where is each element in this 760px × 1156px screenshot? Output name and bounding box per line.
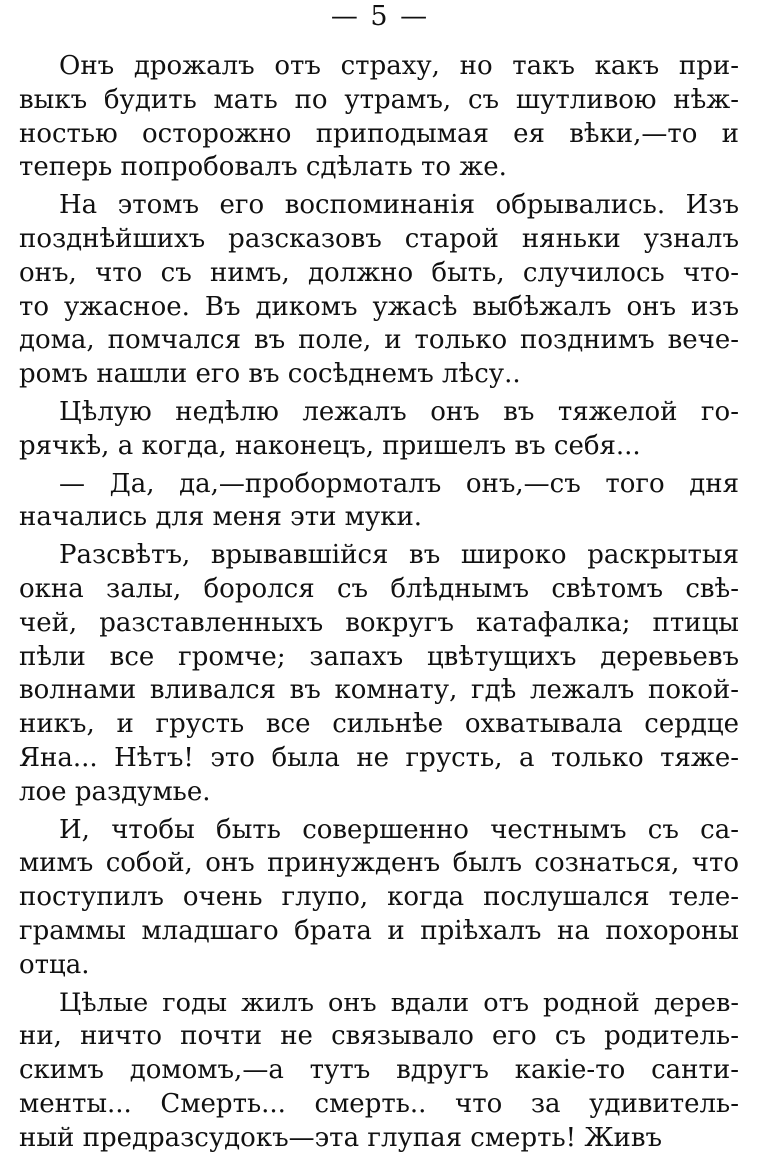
text-line: начались для меня эти муки. [19, 502, 423, 533]
text-line: то ужасное. Въ дикомъ ужасѣ выбѣжалъ онъ изъ [19, 291, 739, 322]
text-line: граммы младшаго брата и пріѣхалъ на похороны [19, 915, 739, 946]
text-line: отца. [19, 949, 90, 980]
text-line: Цѣлые годы жилъ онъ вдали отъ родной дерев- [59, 987, 739, 1018]
text-line: Разсвѣтъ, врывавшійся въ широко раскрытыя [59, 540, 739, 571]
text-line: Цѣлую недѣлю лежалъ онъ въ тяжелой го- [59, 396, 739, 427]
text-line: окна залы, боролся съ блѣднымъ свѣтомъ свѣ- [19, 573, 739, 604]
text-line: ностью осторожно приподымая ея вѣки,—то и [19, 118, 739, 149]
text-line: И, чтобы быть совершенно честнымъ съ са- [59, 814, 739, 845]
text-line: чей, разставленныхъ вокругъ катафалка; птицы [19, 607, 739, 638]
paragraph [19, 468, 739, 536]
text-line: дома, помчался въ поле, и только позднимъ вече- [19, 325, 739, 356]
text-line: Яна... Нѣтъ! это была не грусть, а только тяже- [19, 742, 739, 773]
text-line: онъ, что съ нимъ, должно быть, случилось что- [19, 257, 739, 288]
text-line: ромъ нашли его въ сосѣднемъ лѣсу.. [19, 359, 521, 390]
paragraph [19, 987, 739, 1156]
paragraph [19, 814, 739, 983]
text-line: поступилъ очень глупо, когда послушался теле- [19, 882, 739, 913]
text-line: ный предразсудокъ—эта глупая смерть! Живъ [19, 1122, 663, 1153]
text-line: скимъ домомъ,—а тутъ вдругъ какіе-то санти- [19, 1055, 739, 1086]
text-line: На этомъ его воспоминанія обрывались. Изъ [59, 190, 739, 221]
paragraph [19, 189, 739, 392]
paragraph [19, 396, 739, 464]
text-line: волнами вливался въ комнату, гдѣ лежалъ покой- [19, 675, 739, 706]
text-line: — Да, да,—пробормоталъ онъ,—съ того дня [59, 468, 739, 499]
paragraph [19, 539, 739, 809]
paragraph [19, 50, 739, 185]
text-line: рячкѣ, а когда, наконецъ, пришелъ въ себя... [19, 430, 641, 461]
text-line: ни, ничто почти не связывало его съ родитель- [19, 1021, 739, 1052]
text-line: пѣли все громче; запахъ цвѣтущихъ деревьевъ [19, 641, 739, 672]
text-line: позднѣйшихъ разсказовъ старой няньки узналъ [19, 223, 739, 254]
text-line: лое раздумье. [19, 776, 211, 807]
text-line: менты... Смерть... смерть.. что за удивитель- [19, 1088, 739, 1119]
body-text [19, 50, 739, 1156]
text-line: теперь попробовалъ сдѣлать то же. [19, 152, 507, 183]
page-number: — 5 — [330, 1, 430, 32]
text-line: мимъ собой, онъ принужденъ былъ сознаться, что [19, 848, 739, 879]
text-line: выкъ будить мать по утрамъ, съ шутливою нѣж- [19, 84, 739, 115]
text-line: никъ, и грусть все сильнѣе охватывала сердце [19, 709, 739, 740]
text-line: Онъ дрожалъ отъ страху, но такъ какъ при- [59, 51, 739, 81]
